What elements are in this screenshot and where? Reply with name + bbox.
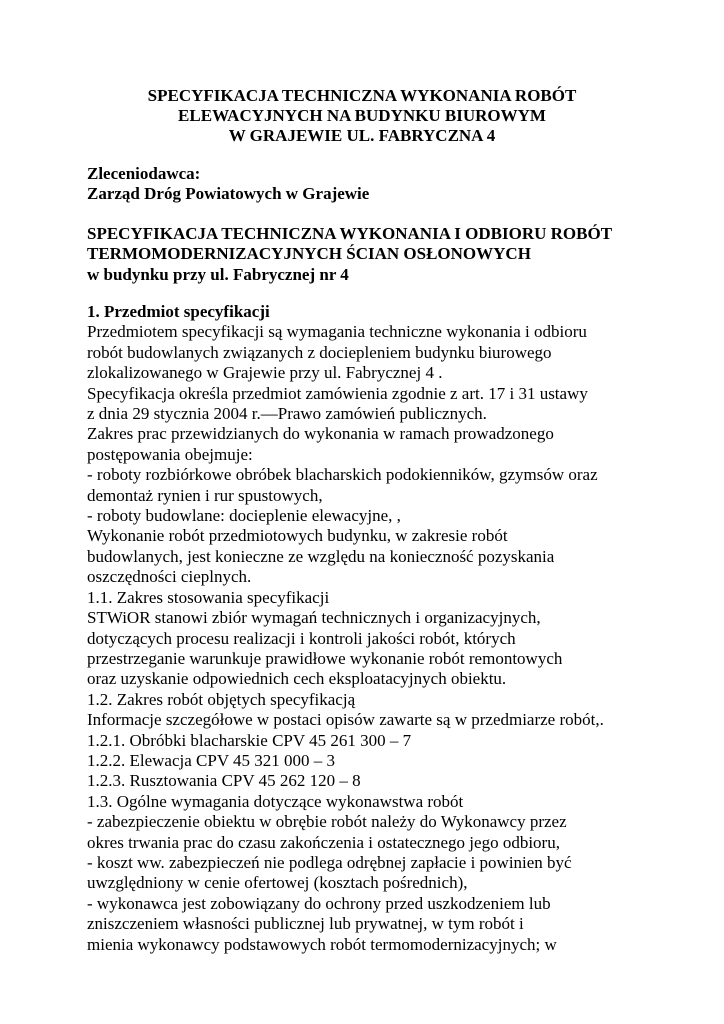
- body-line: przestrzeganie warunkuje prawidłowe wykonanie robót remontowych: [87, 648, 563, 668]
- body-line: uwzględniony w cenie ofertowej (kosztach pośrednich),: [87, 873, 468, 893]
- body-line: Specyfikacja określa przedmiot zamówienia zgodnie z art. 17 i 31 ustawy: [87, 383, 588, 403]
- body-line: zlokalizowanego w Grajewie przy ul. Fabrycznej 4 .: [87, 363, 443, 383]
- body-line: 1.2.1. Obróbki blacharskie CPV 45 261 300 – 7: [87, 730, 412, 750]
- body-line: Informacje szczegółowe w postaci opisów zawarte są w przedmiarze robót,.: [87, 710, 604, 730]
- body-line: demontaż rynien i rur spustowych,: [87, 485, 323, 505]
- body-line: Wykonanie robót przedmiotowych budynku, w zakresie robót: [87, 526, 508, 546]
- body-line: Przedmiotem specyfikacji są wymagania techniczne wykonania i odbioru: [87, 322, 587, 342]
- body-line: budowlanych, jest konieczne ze względu na konieczność pozyskania: [87, 546, 555, 566]
- subtitle-line: w budynku przy ul. Fabrycznej nr 4: [87, 264, 349, 284]
- title-line: ELEWACYJNYCH NA BUDYNKU BIUROWYM: [178, 106, 546, 125]
- document-title: [60, 86, 664, 146]
- section-1: [87, 302, 707, 955]
- body-line: robót budowlanych związanych z dociepleniem budynku biurowego: [87, 342, 552, 362]
- body-line: mienia wykonawcy podstawowych robót termomodernizacyjnych; w: [87, 934, 557, 954]
- body-line: oraz uzyskanie odpowiednich cech eksploatacyjnych obiektu.: [87, 669, 507, 689]
- body-line: 1.2.3. Rusztowania CPV 45 262 120 – 8: [87, 771, 361, 791]
- subtitle-line: TERMOMODERNIZACYJNYCH ŚCIAN OSŁONOWYCH: [87, 244, 531, 264]
- client-name: Zarząd Dróg Powiatowych w Grajewie: [87, 184, 370, 204]
- body-line: zniszczeniem własności publicznej lub prywatnej, w tym robót i: [87, 914, 524, 934]
- body-line: - roboty budowlane: docieplenie elewacyjne, ,: [87, 506, 401, 526]
- title-line: W GRAJEWIE UL. FABRYCZNA 4: [228, 126, 496, 145]
- client-label: Zleceniodawca:: [87, 164, 201, 183]
- section-heading: 1. Przedmiot specyfikacji: [87, 302, 270, 321]
- body-line: z dnia 29 stycznia 2004 r.—Prawo zamówień publicznych.: [87, 404, 487, 424]
- body-line: Zakres prac przewidzianych do wykonania w ramach prowadzonego: [87, 424, 554, 444]
- body-line: - koszt ww. zabezpieczeń nie podlega odrębnej zapłacie i powinien być: [87, 852, 572, 872]
- client-block: [87, 164, 707, 205]
- body-line: postępowania obejmuje:: [87, 444, 253, 464]
- body-line: 1.3. Ogólne wymagania dotyczące wykonawstwa robót: [87, 791, 464, 811]
- body-line: okres trwania prac do czasu zakończenia i ostatecznego jego odbioru,: [87, 832, 560, 852]
- body-line: oszczędności cieplnych.: [87, 567, 252, 587]
- body-line: STWiOR stanowi zbiór wymagań technicznych i organizacyjnych,: [87, 608, 541, 628]
- body-line: - wykonawca jest zobowiązany do ochrony przed uszkodzeniem lub: [87, 893, 551, 913]
- body-line: 1.1. Zakres stosowania specyfikacji: [87, 587, 330, 607]
- title-line: SPECYFIKACJA TECHNICZNA WYKONANIA ROBÓT: [147, 86, 577, 105]
- body-line: - roboty rozbiórkowe obróbek blacharskich podokienników, gzymsów oraz: [87, 465, 598, 485]
- subtitle-line: SPECYFIKACJA TECHNICZNA WYKONANIA I ODBIORU ROBÓT: [87, 224, 613, 243]
- body-line: 1.2.2. Elewacja CPV 45 321 000 – 3: [87, 750, 336, 770]
- body-line: 1.2. Zakres robót objętych specyfikacją: [87, 689, 356, 709]
- subtitle-block: [87, 224, 707, 285]
- body-line: - zabezpieczenie obiektu w obrębie robót należy do Wykonawcy przez: [87, 812, 567, 832]
- body-line: dotyczących procesu realizacji i kontroli jakości robót, których: [87, 628, 516, 648]
